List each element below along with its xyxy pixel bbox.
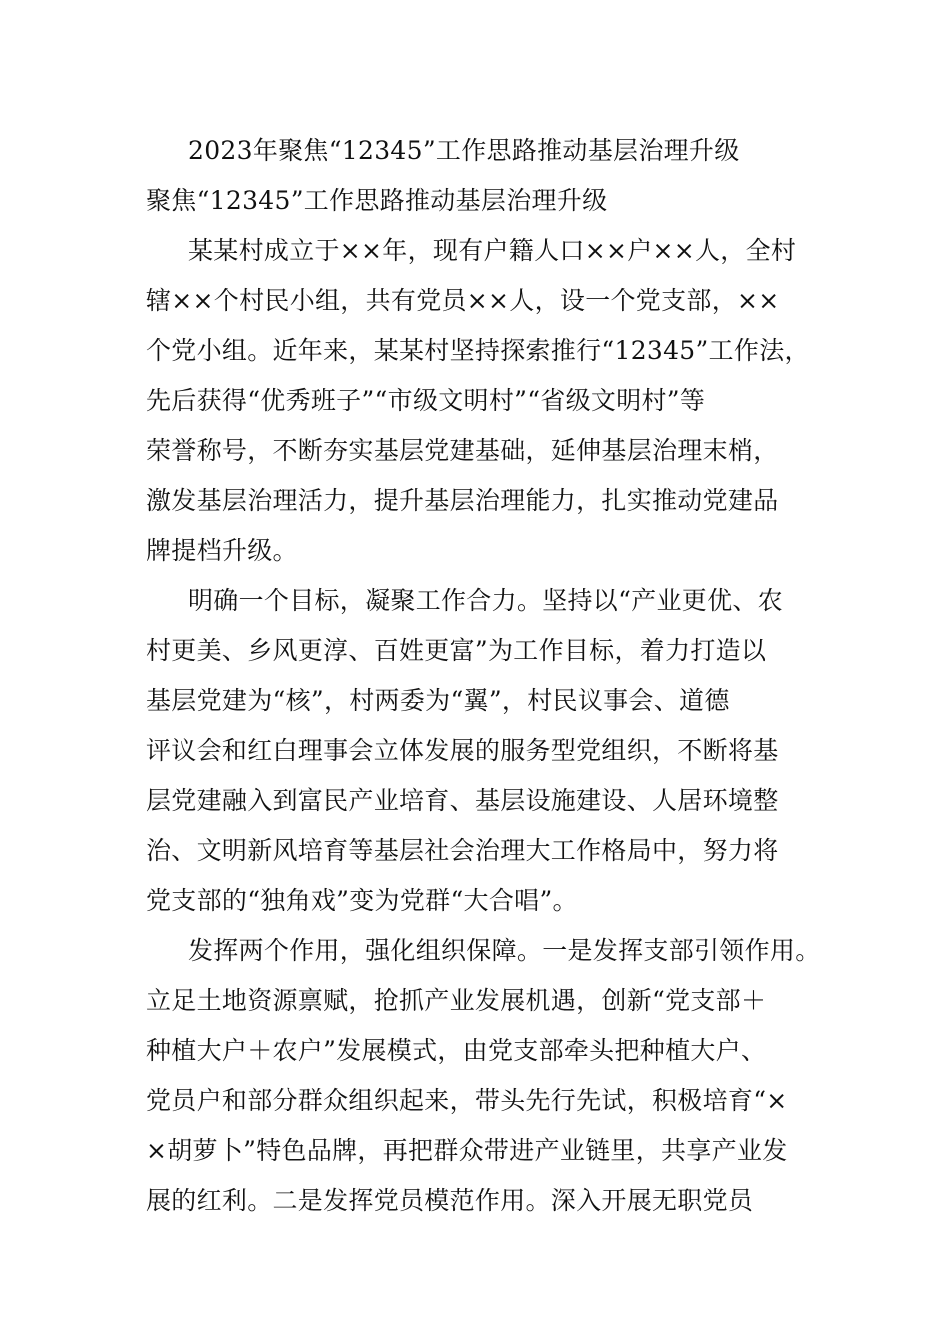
paragraph-line: 基层党建为“核”，村两委为“翼”，村民议事会、道德 (146, 686, 730, 715)
paragraph-line: 明确一个目标，凝聚工作合力。坚持以“产业更优、农 (188, 586, 783, 615)
paragraph-line: 治、文明新风培育等基层社会治理大工作格局中，努力将 (146, 836, 779, 865)
paragraph-line: ×胡萝卜”特色品牌，再把群众带进产业链里，共享产业发 (146, 1136, 788, 1165)
paragraph-line: 评议会和红白理事会立体发展的服务型党组织，不断将基 (146, 736, 779, 765)
document-subtitle: 聚焦“12345”工作思路推动基层治理升级 (146, 186, 608, 215)
paragraph-intro (146, 226, 816, 576)
paragraph-line: 发挥两个作用，强化组织保障。一是发挥支部引领作用。 (188, 936, 821, 965)
paragraph-goal (146, 576, 816, 926)
paragraph-roles (146, 926, 821, 1226)
paragraph-line: 种植大户＋农户”发展模式，由党支部牵头把种植大户、 (146, 1036, 767, 1065)
paragraph-line: 先后获得“优秀班子”“市级文明村”“省级文明村”等 (146, 386, 706, 415)
paragraph-line: 立足土地资源禀赋，抢抓产业发展机遇，创新“党支部＋ (146, 986, 767, 1015)
paragraph-line: 展的红利。二是发挥党员模范作用。深入开展无职党员 (146, 1186, 754, 1215)
paragraph-line: 牌提档升级。 (146, 536, 298, 565)
document-title: 2023年聚焦“12345”工作思路推动基层治理升级 (188, 136, 740, 165)
paragraph-line: 荣誉称号，不断夯实基层党建基础，延伸基层治理末梢， (146, 436, 779, 465)
paragraph-line: 村更美、乡风更淳、百姓更富”为工作目标，着力打造以 (146, 636, 767, 665)
paragraph-line: 个党小组。近年来，某某村坚持探索推行“12345”工作法， (146, 336, 810, 365)
paragraph-line: 党员户和部分群众组织起来，带头先行先试，积极培育“× (146, 1086, 788, 1115)
document-page (146, 126, 821, 1226)
paragraph-line: 某某村成立于××年，现有户籍人口××户××人，全村 (188, 236, 797, 265)
paragraph-line: 党支部的“独角戏”变为党群“大合唱”。 (146, 886, 578, 915)
paragraph-line: 激发基层治理活力，提升基层治理能力，扎实推动党建品 (146, 486, 779, 515)
paragraph-line: 辖××个村民小组，共有党员××人，设一个党支部，×× (146, 286, 780, 315)
paragraph-line: 层党建融入到富民产业培育、基层设施建设、人居环境整 (146, 786, 779, 815)
